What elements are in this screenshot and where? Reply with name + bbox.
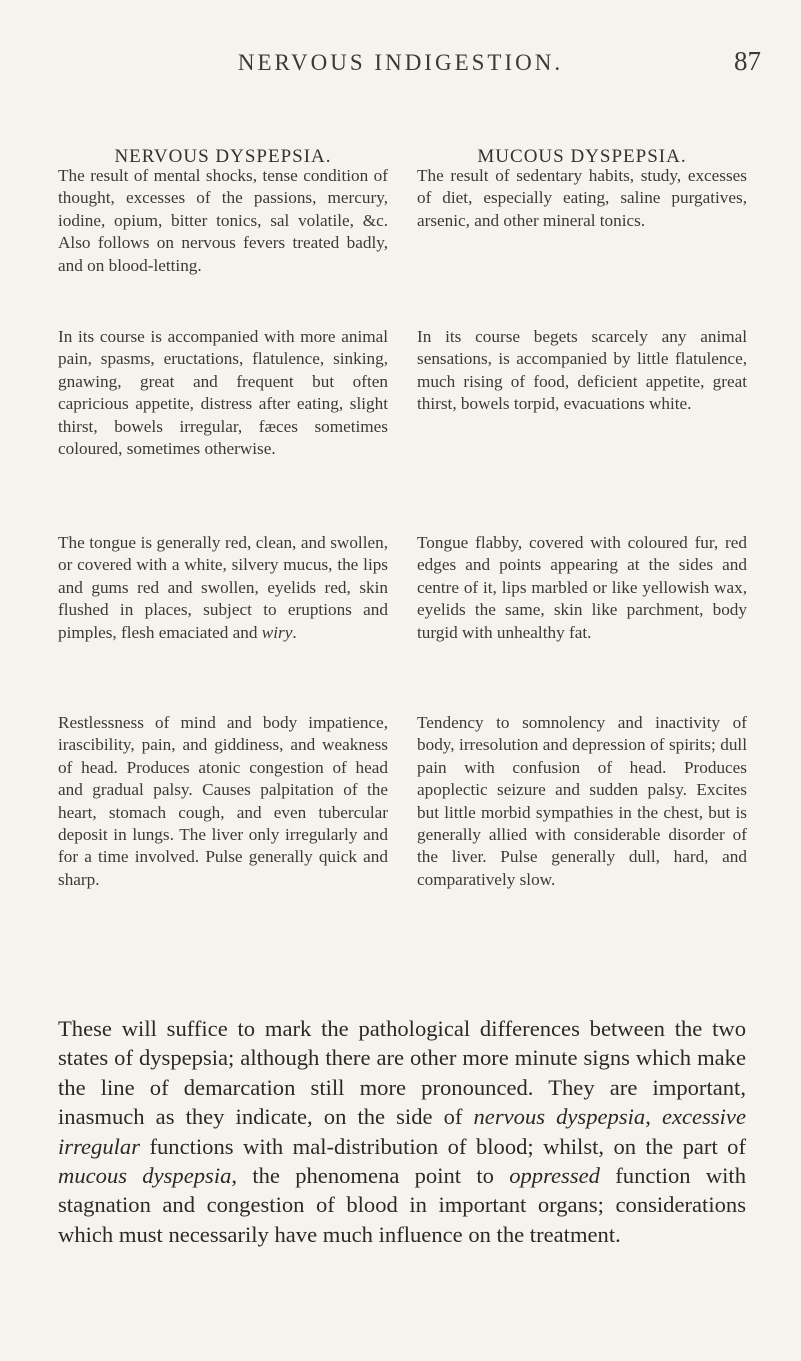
paragraph: Restlessness of mind and body impatience, irascibility, pain, and giddiness, and weakness of head. Produces atonic congestion of head and gradual palsy. Causes palpitation of the heart, stomach cough, and even tubercular deposit in lungs. The liver only irregularly and for a time involved. Pulse generally quick and sharp. <box>58 713 388 889</box>
italic-text: nervous dyspepsia <box>473 1104 646 1130</box>
row-tongue <box>417 532 747 644</box>
column-nervous-dyspepsia <box>58 146 388 889</box>
paragraph: The tongue is generally red, clean, and swollen, or covered with a white, silvery mucus, the lips and gums red and swollen, eyelids red, skin flushed in places, subject to eruptions and pimples, flesh emaciated and wiry. <box>58 533 388 642</box>
row-course <box>417 326 747 416</box>
row-symptoms <box>417 712 747 891</box>
column-mucous-dyspepsia <box>417 146 747 889</box>
italic-text: excessive irregular <box>58 1104 746 1159</box>
page-number: 87 <box>734 46 761 76</box>
italic-text: oppressed <box>509 1163 600 1189</box>
italic-text: mucous dyspepsia <box>58 1163 232 1189</box>
paragraph: In its course begets scarcely any animal sensations, is accompanied by little flatulence, much rising of food, deficient appetite, great thirst, bowels torpid, evacuations white. <box>417 327 747 414</box>
row-cause <box>417 165 747 232</box>
row-course <box>58 326 388 460</box>
paragraph: The result of mental shocks, tense condition of thought, excesses of the passions, mercury, iodine, opium, bitter tonics, sal volatile, &c. Also follows on nervous fevers treated badly, and on blood-letting. <box>58 166 388 275</box>
paragraph: The result of sedentary habits, study, excesses of diet, especially eating, saline purgatives, arsenic, and other mineral tonics. <box>417 166 747 230</box>
row-tongue <box>58 532 388 644</box>
running-head: NERVOUS INDIGESTION. <box>237 50 564 75</box>
row-cause <box>58 165 388 277</box>
paragraph: Tongue flabby, covered with coloured fur, red edges and points appearing at the sides and centre of it, lips marbled or like yellowish wax, eyelids the same, skin like parchment, body turgid with unhealthy fat. <box>417 533 747 642</box>
column-heading: NERVOUS DYSPEPSIA. <box>114 146 332 167</box>
paragraph: Tendency to somnolency and inactivity of body, irresolution and depression of spirits; dull pain with confusion of head. Produces apoplectic seizure and sudden palsy. Excites but little morbid sympathies in the chest, but is generally allied with considerable disorder of the liver. Pulse generally dull, hard, and comparatively slow. <box>417 713 747 889</box>
column-heading: MUCOUS DYSPEPSIA. <box>477 146 687 167</box>
italic-text: wiry <box>261 622 293 642</box>
paragraph: In its course is accompanied with more animal pain, spasms, eructations, flatulence, sinking, gnawing, great and frequent but often capricious appetite, distress after eating, slight thirst, bowels irregular, fæces sometimes coloured, sometimes otherwise. <box>58 327 388 459</box>
row-symptoms <box>58 712 388 891</box>
closing-paragraph: These will suffice to mark the pathological differences between the two states of dyspepsia; although there are other more minute signs which make the line of demarcation still more pronounced. They are important, inasmuch as they indicate, on the side of nervous dyspepsia, excessive irregular functions with mal-distribution of blood; whilst, on the part of mucous dyspepsia, the phenomena point to oppressed function with stagnation and congestion of blood in important organs; considerations which must necessarily have much influence on the treatment. <box>58 1016 746 1247</box>
